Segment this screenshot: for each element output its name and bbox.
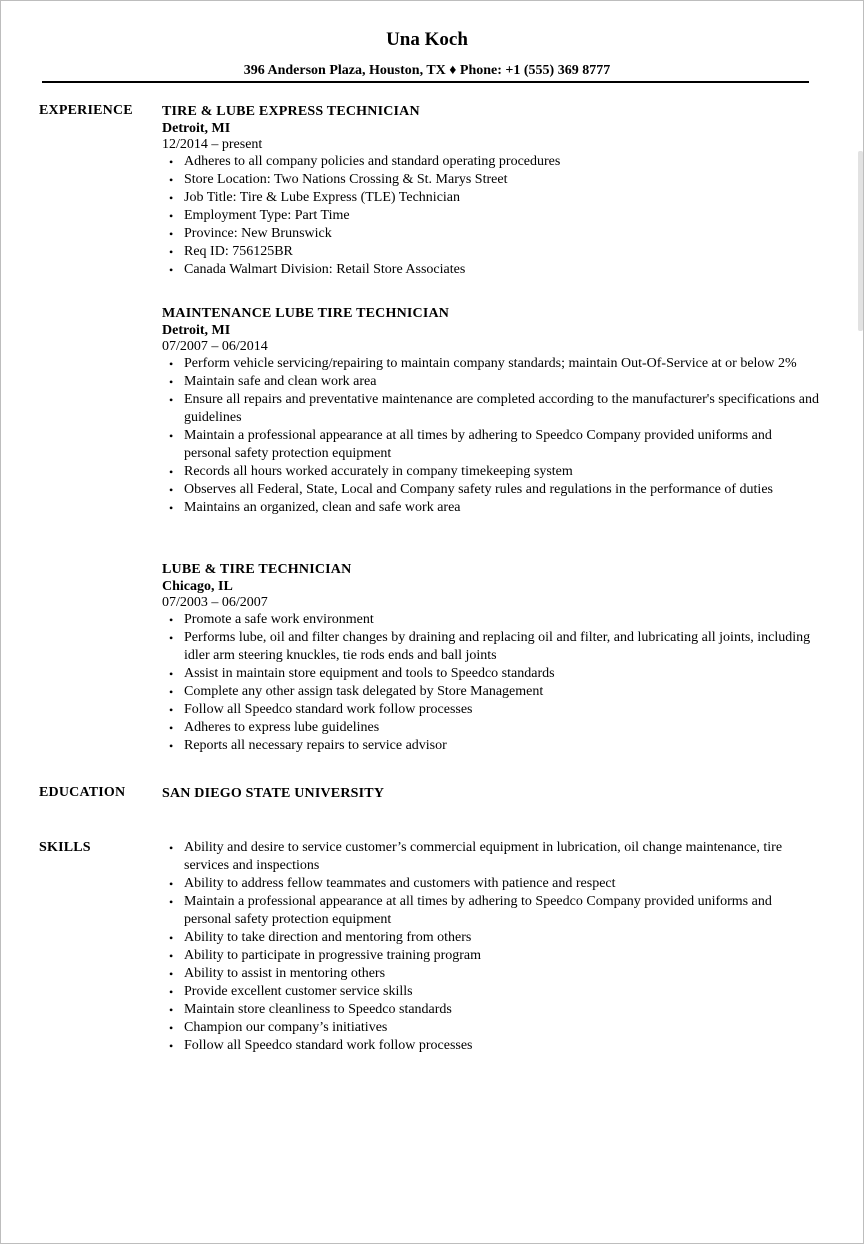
list-item-text: Ability to assist in mentoring others [184, 966, 386, 981]
list-item [162, 839, 822, 875]
list-item [162, 261, 822, 279]
job-bullets [162, 611, 822, 755]
list-item [162, 929, 822, 947]
section-label-experience: EXPERIENCE [39, 103, 133, 118]
scrollbar[interactable] [857, 1, 863, 1245]
job-entry [162, 103, 822, 279]
list-item [162, 189, 822, 207]
candidate-name: Una Koch [386, 29, 468, 50]
scrollbar-thumb[interactable] [858, 151, 863, 331]
skills-entry [162, 839, 822, 1055]
list-item [162, 391, 822, 427]
list-item-text: Maintain a professional appearance at all times by adhering to Speedco Company provided uniforms and personal safety protection equipment [184, 894, 772, 927]
contact-line: 396 Anderson Plaza, Houston, TX ♦ Phone: +1 (555) 369 8777 [243, 63, 611, 78]
list-item-text: Province: New Brunswick [184, 226, 332, 241]
list-item [162, 947, 822, 965]
job-dates: 07/2007 – 06/2014 [162, 339, 268, 354]
section-label-skills: SKILLS [39, 840, 91, 855]
list-item [162, 171, 822, 189]
bullet-icon: • [169, 739, 174, 753]
bullet-icon: • [169, 703, 174, 717]
list-item [162, 207, 822, 225]
list-item-text: Ability to participate in progressive training program [184, 948, 482, 963]
bullet-icon: • [169, 375, 174, 389]
list-item-text: Store Location: Two Nations Crossing & St. Marys Street [184, 172, 508, 187]
bullet-icon: • [169, 173, 174, 187]
list-item [162, 1019, 822, 1037]
job-dates: 12/2014 – present [162, 137, 263, 152]
list-item-text: Ability to address fellow teammates and customers with patience and respect [184, 876, 616, 891]
list-item-text: Maintain store cleanliness to Speedco standards [184, 1002, 452, 1017]
list-item [162, 701, 822, 719]
bullet-icon: • [169, 631, 174, 645]
list-item [162, 153, 822, 171]
list-item-text: Provide excellent customer service skills [184, 984, 413, 999]
list-item [162, 1037, 822, 1055]
bullet-icon: • [169, 429, 174, 443]
list-item-text: Ability and desire to service customer’s commercial equipment in lubrication, oil change maintenance, tire services and inspections [184, 840, 783, 873]
bullet-icon: • [169, 245, 174, 259]
list-item-text: Assist in maintain store equipment and tools to Speedco standards [184, 666, 555, 681]
list-item [162, 665, 822, 683]
bullet-icon: • [169, 931, 174, 945]
list-item [162, 965, 822, 983]
list-item-text: Records all hours worked accurately in company timekeeping system [184, 464, 573, 479]
bullet-icon: • [169, 465, 174, 479]
job-dates: 07/2003 – 06/2007 [162, 595, 268, 610]
bullet-icon: • [169, 1039, 174, 1053]
education-school: SAN DIEGO STATE UNIVERSITY [162, 786, 385, 801]
list-item [162, 719, 822, 737]
job-entry [162, 561, 822, 755]
list-item-text: Adheres to express lube guidelines [184, 720, 380, 735]
bullet-icon: • [169, 667, 174, 681]
header-divider [42, 81, 809, 83]
list-item-text: Complete any other assign task delegated by Store Management [184, 684, 544, 699]
list-item [162, 481, 822, 499]
bullet-icon: • [169, 877, 174, 891]
bullet-icon: • [169, 501, 174, 515]
list-item-text: Employment Type: Part Time [184, 208, 350, 223]
job-entry [162, 305, 822, 517]
job-title: LUBE & TIRE TECHNICIAN [162, 562, 352, 577]
list-item-text: Maintain safe and clean work area [184, 374, 377, 389]
job-title: TIRE & LUBE EXPRESS TECHNICIAN [162, 104, 420, 119]
list-item [162, 737, 822, 755]
education-entry [162, 785, 822, 803]
bullet-icon: • [169, 393, 174, 407]
list-item-text: Req ID: 756125BR [184, 244, 293, 259]
list-item [162, 243, 822, 261]
skills-bullets [162, 839, 822, 1055]
list-item-text: Champion our company’s initiatives [184, 1020, 388, 1035]
list-item [162, 463, 822, 481]
job-location: Chicago, IL [162, 579, 233, 594]
list-item [162, 355, 822, 373]
bullet-icon: • [169, 685, 174, 699]
list-item-text: Performs lube, oil and filter changes by draining and replacing oil and filter, and lubricating all joints, including idler arm steering knuckles, tie rods ends and ball joints [184, 630, 811, 663]
job-bullets [162, 153, 822, 279]
list-item [162, 225, 822, 243]
list-item-text: Ability to take direction and mentoring from others [184, 930, 472, 945]
list-item-text: Job Title: Tire & Lube Express (TLE) Technician [184, 190, 461, 205]
bullet-icon: • [169, 357, 174, 371]
list-item [162, 683, 822, 701]
bullet-icon: • [169, 895, 174, 909]
list-item [162, 373, 822, 391]
list-item [162, 893, 822, 929]
job-location: Detroit, MI [162, 323, 231, 338]
list-item-text: Canada Walmart Division: Retail Store Associates [184, 262, 466, 277]
bullet-icon: • [169, 191, 174, 205]
list-item-text: Observes all Federal, State, Local and Company safety rules and regulations in the performance of duties [184, 482, 773, 497]
bullet-icon: • [169, 1021, 174, 1035]
list-item-text: Promote a safe work environment [184, 612, 374, 627]
list-item-text: Maintains an organized, clean and safe work area [184, 500, 461, 515]
bullet-icon: • [169, 721, 174, 735]
bullet-icon: • [169, 841, 174, 855]
job-bullets [162, 355, 822, 517]
job-title: MAINTENANCE LUBE TIRE TECHNICIAN [162, 306, 450, 321]
list-item-text: Adheres to all company policies and standard operating procedures [184, 154, 561, 169]
bullet-icon: • [169, 209, 174, 223]
bullet-icon: • [169, 483, 174, 497]
list-item [162, 983, 822, 1001]
list-item [162, 499, 822, 517]
bullet-icon: • [169, 967, 174, 981]
bullet-icon: • [169, 613, 174, 627]
bullet-icon: • [169, 949, 174, 963]
bullet-icon: • [169, 263, 174, 277]
list-item [162, 1001, 822, 1019]
list-item-text: Ensure all repairs and preventative maintenance are completed according to the manufacturer's specifications and guidelines [184, 392, 819, 425]
bullet-icon: • [169, 155, 174, 169]
list-item [162, 611, 822, 629]
list-item [162, 875, 822, 893]
bullet-icon: • [169, 227, 174, 241]
list-item-text: Perform vehicle servicing/repairing to maintain company standards; maintain Out-Of-Service at or below 2% [184, 356, 797, 371]
list-item-text: Follow all Speedco standard work follow processes [184, 702, 473, 717]
list-item-text: Maintain a professional appearance at all times by adhering to Speedco Company provided uniforms and personal safety protection equipment [184, 428, 772, 461]
list-item-text: Follow all Speedco standard work follow processes [184, 1038, 473, 1053]
bullet-icon: • [169, 1003, 174, 1017]
list-item [162, 629, 822, 665]
section-label-education: EDUCATION [39, 785, 126, 800]
list-item [162, 427, 822, 463]
bullet-icon: • [169, 985, 174, 999]
job-location: Detroit, MI [162, 121, 231, 136]
list-item-text: Reports all necessary repairs to service advisor [184, 738, 447, 753]
